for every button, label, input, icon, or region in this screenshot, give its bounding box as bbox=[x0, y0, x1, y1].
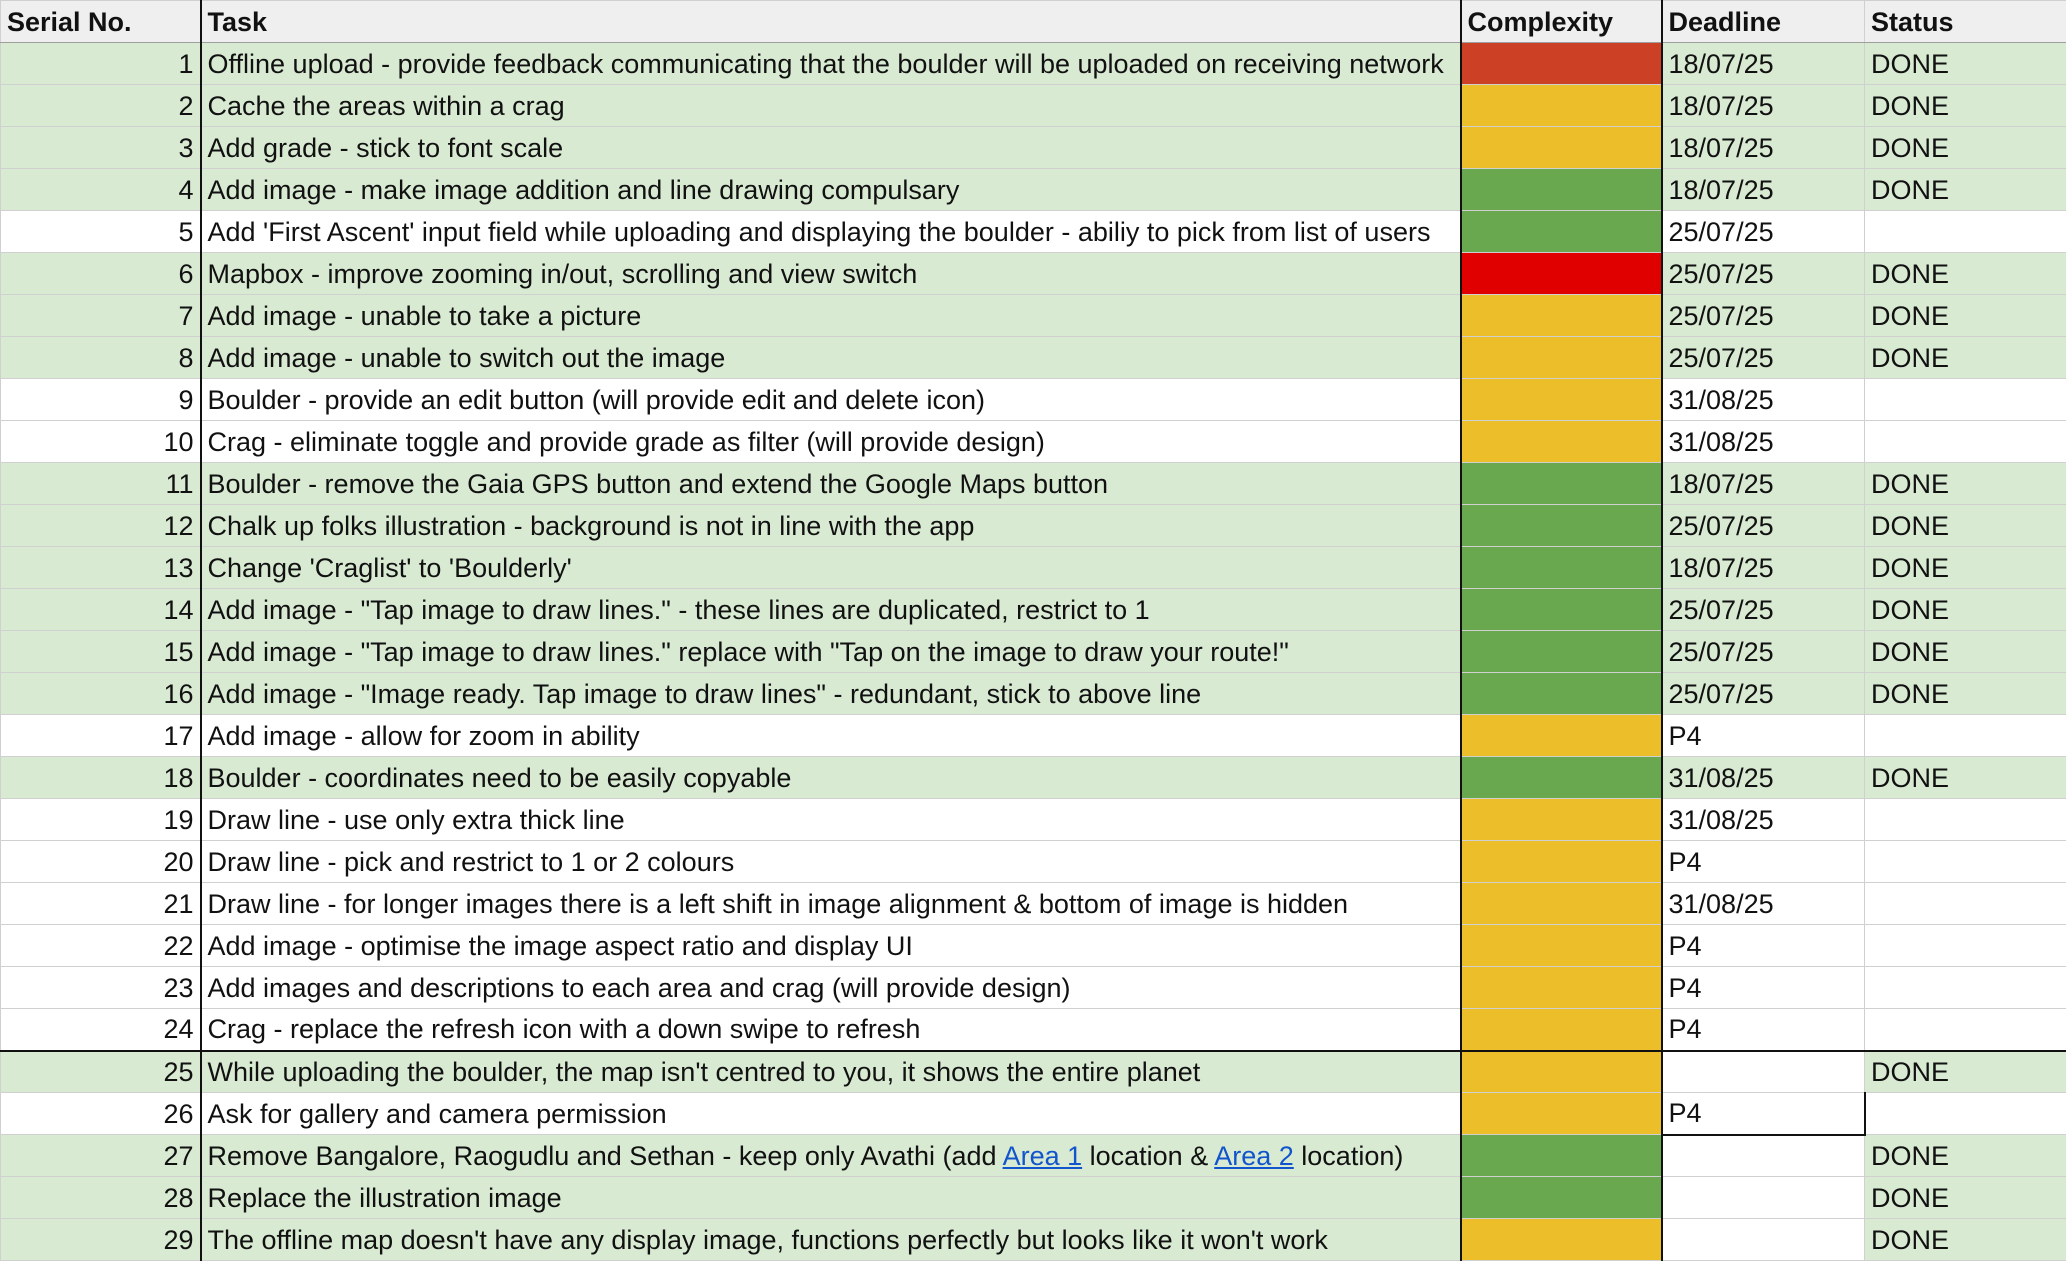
deadline-cell[interactable]: 18/07/25 bbox=[1662, 43, 1865, 85]
complexity-cell[interactable] bbox=[1461, 631, 1662, 673]
header-row bbox=[1, 1, 2066, 43]
table-body bbox=[1, 43, 2066, 1261]
serial-cell[interactable]: 4 bbox=[1, 169, 201, 211]
task-cell[interactable]: Offline upload - provide feedback communicating that the boulder will be uploaded on receiving network bbox=[201, 43, 1461, 85]
task-cell[interactable]: Add grade - stick to font scale bbox=[201, 127, 1461, 169]
complexity-cell[interactable] bbox=[1461, 295, 1662, 337]
area-1-link[interactable]: Area 1 bbox=[1002, 1140, 1083, 1171]
task-cell[interactable]: Cache the areas within a crag bbox=[201, 85, 1461, 127]
task-cell[interactable]: Ask for gallery and camera permission bbox=[201, 1093, 1461, 1135]
task-cell[interactable]: Add image - allow for zoom in ability bbox=[201, 715, 1461, 757]
header-deadline[interactable]: Deadline bbox=[1662, 1, 1865, 43]
serial-cell[interactable]: 27 bbox=[1, 1135, 201, 1177]
complexity-cell[interactable] bbox=[1461, 85, 1662, 127]
table-row bbox=[1, 715, 2066, 757]
complexity-cell[interactable] bbox=[1461, 547, 1662, 589]
task-cell[interactable]: Mapbox - improve zooming in/out, scrolling and view switch bbox=[201, 253, 1461, 295]
table-row bbox=[1, 799, 2066, 841]
task-cell[interactable]: Draw line - for longer images there is a left shift in image alignment & bottom of image is hidden bbox=[201, 883, 1461, 925]
status-cell[interactable] bbox=[1865, 379, 2066, 421]
status-cell[interactable] bbox=[1865, 967, 2066, 1009]
serial-cell[interactable]: 1 bbox=[1, 43, 201, 85]
complexity-cell[interactable] bbox=[1461, 379, 1662, 421]
serial-cell[interactable]: 12 bbox=[1, 505, 201, 547]
table-row bbox=[1, 211, 2066, 253]
serial-cell[interactable]: 11 bbox=[1, 463, 201, 505]
deadline-cell[interactable]: 31/08/25 bbox=[1662, 379, 1865, 421]
status-cell[interactable] bbox=[1865, 841, 2066, 883]
serial-cell[interactable]: 19 bbox=[1, 799, 201, 841]
task-cell[interactable]: Replace the illustration image bbox=[201, 1177, 1461, 1219]
table-row bbox=[1, 85, 2066, 127]
task-cell[interactable]: The offline map doesn't have any display image, functions perfectly but looks like it won't work bbox=[201, 1219, 1461, 1261]
serial-cell[interactable]: 15 bbox=[1, 631, 201, 673]
task-cell[interactable]: Add image - unable to switch out the image bbox=[201, 337, 1461, 379]
status-cell[interactable]: DONE bbox=[1865, 463, 2066, 505]
deadline-cell[interactable]: 25/07/25 bbox=[1662, 631, 1865, 673]
task-cell[interactable]: While uploading the boulder, the map isn't centred to you, it shows the entire planet bbox=[201, 1051, 1461, 1093]
deadline-cell[interactable]: 31/08/25 bbox=[1662, 757, 1865, 799]
task-cell[interactable]: Add image - "Tap image to draw lines." - these lines are duplicated, restrict to 1 bbox=[201, 589, 1461, 631]
complexity-cell[interactable] bbox=[1461, 43, 1662, 85]
complexity-cell[interactable] bbox=[1461, 463, 1662, 505]
complexity-cell[interactable] bbox=[1461, 673, 1662, 715]
deadline-cell[interactable]: 25/07/25 bbox=[1662, 505, 1865, 547]
status-cell[interactable]: DONE bbox=[1865, 1051, 2066, 1093]
complexity-cell[interactable] bbox=[1461, 967, 1662, 1009]
complexity-cell[interactable] bbox=[1461, 925, 1662, 967]
table-row bbox=[1, 967, 2066, 1009]
status-cell[interactable] bbox=[1865, 799, 2066, 841]
table-row bbox=[1, 421, 2066, 463]
deadline-cell[interactable]: P4 bbox=[1662, 925, 1865, 967]
serial-cell[interactable]: 16 bbox=[1, 673, 201, 715]
serial-cell[interactable]: 8 bbox=[1, 337, 201, 379]
deadline-cell[interactable] bbox=[1662, 1219, 1865, 1261]
deadline-cell[interactable]: 18/07/25 bbox=[1662, 463, 1865, 505]
status-cell[interactable]: DONE bbox=[1865, 85, 2066, 127]
deadline-cell[interactable]: 25/07/25 bbox=[1662, 295, 1865, 337]
task-cell[interactable]: Crag - eliminate toggle and provide grade as filter (will provide design) bbox=[201, 421, 1461, 463]
table-row bbox=[1, 379, 2066, 421]
task-cell[interactable]: Chalk up folks illustration - background is not in line with the app bbox=[201, 505, 1461, 547]
task-text: Remove Bangalore, Raogudlu and Sethan - keep only Avathi (add bbox=[207, 1140, 1003, 1171]
deadline-cell[interactable]: 31/08/25 bbox=[1662, 799, 1865, 841]
header-serial[interactable]: Serial No. bbox=[1, 1, 201, 43]
serial-cell[interactable]: 9 bbox=[1, 379, 201, 421]
table-row bbox=[1, 505, 2066, 547]
table-row bbox=[1, 169, 2066, 211]
deadline-cell[interactable]: P4 bbox=[1662, 967, 1865, 1009]
header-status[interactable]: Status bbox=[1865, 1, 2066, 43]
status-cell[interactable]: DONE bbox=[1865, 589, 2066, 631]
table-row bbox=[1, 841, 2066, 883]
table-row bbox=[1, 547, 2066, 589]
complexity-cell[interactable] bbox=[1461, 1135, 1662, 1177]
status-cell[interactable] bbox=[1865, 1093, 2066, 1135]
table-row bbox=[1, 1135, 2066, 1177]
serial-cell[interactable]: 10 bbox=[1, 421, 201, 463]
serial-cell[interactable]: 14 bbox=[1, 589, 201, 631]
serial-cell[interactable]: 22 bbox=[1, 925, 201, 967]
serial-cell[interactable]: 13 bbox=[1, 547, 201, 589]
complexity-cell[interactable] bbox=[1461, 1093, 1662, 1135]
complexity-cell[interactable] bbox=[1461, 211, 1662, 253]
deadline-cell[interactable]: P4 bbox=[1662, 1009, 1865, 1051]
deadline-cell[interactable]: 25/07/25 bbox=[1662, 253, 1865, 295]
area-2-link[interactable]: Area 2 bbox=[1214, 1140, 1294, 1171]
task-cell[interactable]: Draw line - pick and restrict to 1 or 2 colours bbox=[201, 841, 1461, 883]
status-cell[interactable]: DONE bbox=[1865, 505, 2066, 547]
complexity-cell[interactable] bbox=[1461, 883, 1662, 925]
status-cell[interactable] bbox=[1865, 1009, 2066, 1051]
complexity-cell[interactable] bbox=[1461, 1177, 1662, 1219]
complexity-cell[interactable] bbox=[1461, 1051, 1662, 1093]
status-cell[interactable]: DONE bbox=[1865, 127, 2066, 169]
status-cell[interactable]: DONE bbox=[1865, 337, 2066, 379]
deadline-cell[interactable] bbox=[1662, 1135, 1865, 1177]
status-cell[interactable]: DONE bbox=[1865, 169, 2066, 211]
task-cell[interactable]: Add image - unable to take a picture bbox=[201, 295, 1461, 337]
task-cell[interactable]: Add images and descriptions to each area and crag (will provide design) bbox=[201, 967, 1461, 1009]
complexity-cell[interactable] bbox=[1461, 715, 1662, 757]
deadline-cell[interactable]: P4 bbox=[1662, 1093, 1865, 1135]
status-cell[interactable]: DONE bbox=[1865, 295, 2066, 337]
table-row bbox=[1, 1093, 2066, 1135]
table-row bbox=[1, 1051, 2066, 1093]
complexity-cell[interactable] bbox=[1461, 1009, 1662, 1051]
table-row bbox=[1, 757, 2066, 799]
task-cell[interactable]: Boulder - provide an edit button (will provide edit and delete icon) bbox=[201, 379, 1461, 421]
header-task[interactable]: Task bbox=[201, 1, 1461, 43]
complexity-cell[interactable] bbox=[1461, 841, 1662, 883]
task-cell[interactable] bbox=[201, 1135, 1461, 1177]
table-row bbox=[1, 337, 2066, 379]
task-cell[interactable]: Add image - "Tap image to draw lines." replace with "Tap on the image to draw your route!" bbox=[201, 631, 1461, 673]
table-row bbox=[1, 631, 2066, 673]
serial-cell[interactable]: 20 bbox=[1, 841, 201, 883]
table-row bbox=[1, 253, 2066, 295]
serial-cell[interactable]: 2 bbox=[1, 85, 201, 127]
task-cell[interactable]: Draw line - use only extra thick line bbox=[201, 799, 1461, 841]
deadline-cell[interactable]: P4 bbox=[1662, 841, 1865, 883]
deadline-cell[interactable]: 18/07/25 bbox=[1662, 169, 1865, 211]
table-row bbox=[1, 1177, 2066, 1219]
serial-cell[interactable]: 28 bbox=[1, 1177, 201, 1219]
serial-cell[interactable]: 6 bbox=[1, 253, 201, 295]
serial-cell[interactable]: 26 bbox=[1, 1093, 201, 1135]
status-cell[interactable] bbox=[1865, 883, 2066, 925]
table-row bbox=[1, 589, 2066, 631]
complexity-cell[interactable] bbox=[1461, 505, 1662, 547]
table-row bbox=[1, 1219, 2066, 1261]
status-cell[interactable]: DONE bbox=[1865, 1135, 2066, 1177]
status-cell[interactable]: DONE bbox=[1865, 43, 2066, 85]
deadline-cell[interactable]: 25/07/25 bbox=[1662, 337, 1865, 379]
task-cell[interactable]: Crag - replace the refresh icon with a down swipe to refresh bbox=[201, 1009, 1461, 1051]
complexity-cell[interactable] bbox=[1461, 421, 1662, 463]
complexity-cell[interactable] bbox=[1461, 757, 1662, 799]
deadline-cell[interactable]: 18/07/25 bbox=[1662, 127, 1865, 169]
deadline-cell[interactable] bbox=[1662, 1177, 1865, 1219]
table-row bbox=[1, 673, 2066, 715]
complexity-cell[interactable] bbox=[1461, 1219, 1662, 1261]
task-cell[interactable]: Add image - optimise the image aspect ratio and display UI bbox=[201, 925, 1461, 967]
complexity-cell[interactable] bbox=[1461, 589, 1662, 631]
serial-cell[interactable]: 21 bbox=[1, 883, 201, 925]
complexity-cell[interactable] bbox=[1461, 799, 1662, 841]
status-cell[interactable]: DONE bbox=[1865, 673, 2066, 715]
task-cell[interactable]: Change 'Craglist' to 'Boulderly' bbox=[201, 547, 1461, 589]
deadline-cell[interactable]: P4 bbox=[1662, 715, 1865, 757]
task-cell[interactable]: Add image - make image addition and line drawing compulsary bbox=[201, 169, 1461, 211]
status-cell[interactable]: DONE bbox=[1865, 631, 2066, 673]
deadline-cell[interactable]: 18/07/25 bbox=[1662, 547, 1865, 589]
status-cell[interactable]: DONE bbox=[1865, 253, 2066, 295]
status-cell[interactable] bbox=[1865, 211, 2066, 253]
table-row bbox=[1, 127, 2066, 169]
deadline-cell[interactable]: 31/08/25 bbox=[1662, 421, 1865, 463]
table-row bbox=[1, 1009, 2066, 1051]
serial-cell[interactable]: 25 bbox=[1, 1051, 201, 1093]
serial-cell[interactable]: 5 bbox=[1, 211, 201, 253]
table-row bbox=[1, 295, 2066, 337]
task-cell[interactable]: Boulder - remove the Gaia GPS button and extend the Google Maps button bbox=[201, 463, 1461, 505]
task-text: location) bbox=[1293, 1140, 1404, 1171]
status-cell[interactable]: DONE bbox=[1865, 757, 2066, 799]
deadline-cell[interactable]: 25/07/25 bbox=[1662, 673, 1865, 715]
task-cell[interactable]: Add 'First Ascent' input field while uploading and displaying the boulder - abiliy to pick from list of users bbox=[201, 211, 1461, 253]
table-row bbox=[1, 43, 2066, 85]
status-cell[interactable] bbox=[1865, 925, 2066, 967]
deadline-cell[interactable]: 18/07/25 bbox=[1662, 85, 1865, 127]
serial-cell[interactable]: 17 bbox=[1, 715, 201, 757]
deadline-cell[interactable]: 25/07/25 bbox=[1662, 589, 1865, 631]
serial-cell[interactable]: 23 bbox=[1, 967, 201, 1009]
serial-cell[interactable]: 7 bbox=[1, 295, 201, 337]
task-text: location & bbox=[1082, 1140, 1215, 1171]
deadline-cell[interactable]: 25/07/25 bbox=[1662, 211, 1865, 253]
deadline-cell[interactable]: 31/08/25 bbox=[1662, 883, 1865, 925]
complexity-cell[interactable] bbox=[1461, 253, 1662, 295]
deadline-cell[interactable] bbox=[1662, 1051, 1865, 1093]
complexity-cell[interactable] bbox=[1461, 127, 1662, 169]
serial-cell[interactable]: 18 bbox=[1, 757, 201, 799]
table-row bbox=[1, 463, 2066, 505]
status-cell[interactable] bbox=[1865, 421, 2066, 463]
status-cell[interactable]: DONE bbox=[1865, 1219, 2066, 1261]
task-cell[interactable]: Boulder - coordinates need to be easily copyable bbox=[201, 757, 1461, 799]
status-cell[interactable]: DONE bbox=[1865, 1177, 2066, 1219]
task-cell[interactable]: Add image - "Image ready. Tap image to draw lines" - redundant, stick to above line bbox=[201, 673, 1461, 715]
serial-cell[interactable]: 29 bbox=[1, 1219, 201, 1261]
table-row bbox=[1, 925, 2066, 967]
serial-cell[interactable]: 24 bbox=[1, 1009, 201, 1051]
serial-cell[interactable]: 3 bbox=[1, 127, 201, 169]
complexity-cell[interactable] bbox=[1461, 337, 1662, 379]
table-row bbox=[1, 883, 2066, 925]
status-cell[interactable]: DONE bbox=[1865, 547, 2066, 589]
header-complexity[interactable]: Complexity bbox=[1461, 1, 1662, 43]
complexity-cell[interactable] bbox=[1461, 169, 1662, 211]
status-cell[interactable] bbox=[1865, 715, 2066, 757]
